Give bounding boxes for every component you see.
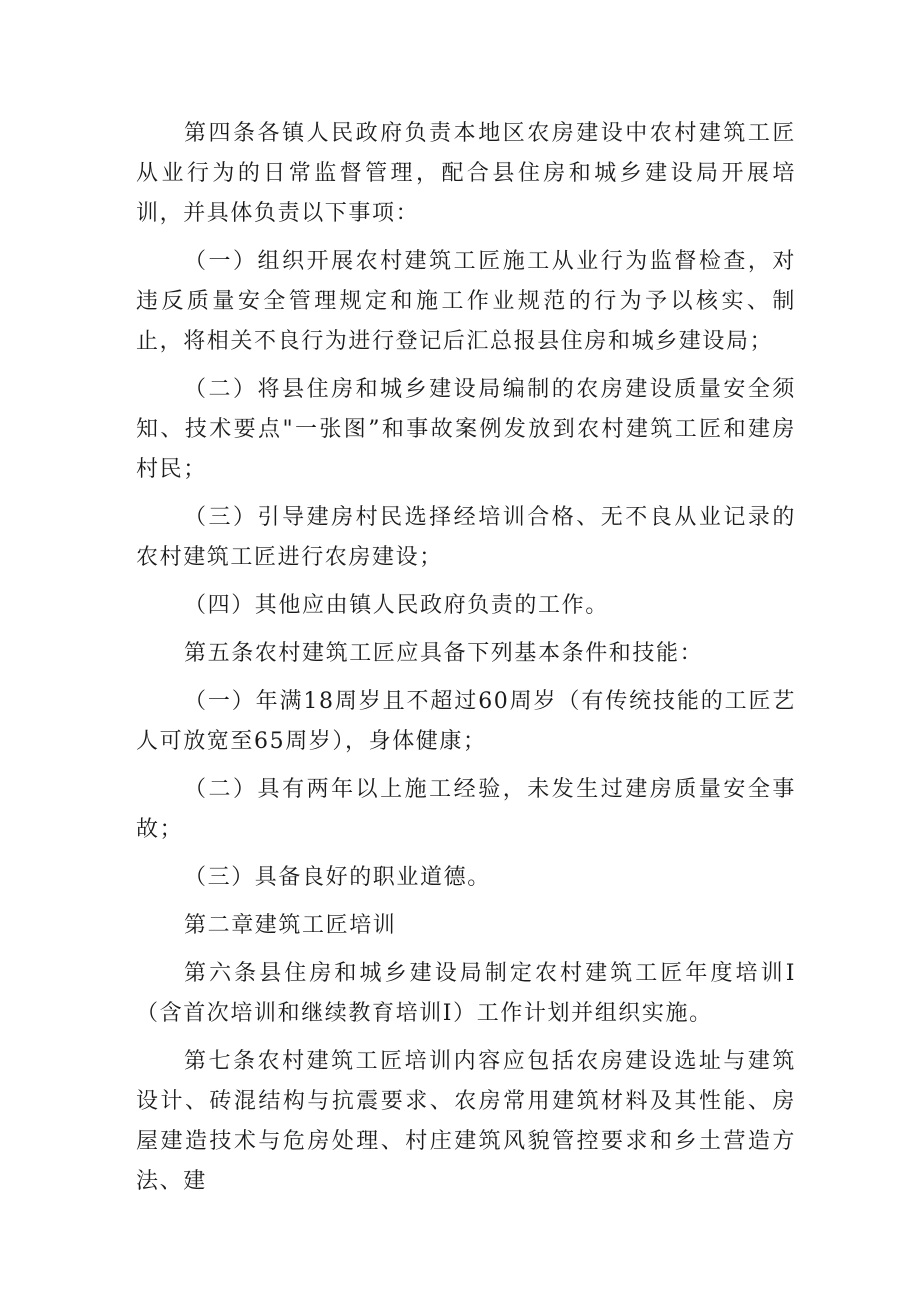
paragraph-article-5: 第五条农村建筑工匠应具备下列基本条件和技能： [184, 641, 704, 666]
paragraph-article-4: 第四条各镇人民政府负责本地区农房建设中农村建筑工匠从业行为的日常监督管理，配合县住房和城乡建设局开展培训，并具体负责以下事项： [136, 121, 796, 226]
paragraph-article-6: 第六条县住房和城乡建设局制定农村建筑工匠年度培训I（含首次培训和继续教育培训I）工作计划并组织实施。 [136, 961, 796, 1026]
paragraph-article-5-item-1: （一）年满18周岁且不超过60周岁（有传统技能的工匠艺人可放宽至65周岁），身体健康； [136, 689, 796, 754]
paragraph-article-4-item-2: （二）将县住房和城乡建设局编制的农房建设质量安全须知、技术要点"一张图”和事故案例发放到农村建筑工匠和建房村民； [136, 377, 796, 482]
document-body [136, 114, 796, 1210]
paragraph-article-5-item-3: （三）具备良好的职业道德。 [184, 865, 491, 890]
paragraph-article-7: 第七条农村建筑工匠培训内容应包括农房建设选址与建筑设计、砖混结构与抗震要求、农房常用建筑材料及其性能、房屋建造技术与危房处理、村庄建筑风貌管控要求和乡土营造方法、建 [136, 1049, 796, 1194]
chapter-heading: 第二章建筑工匠培训 [184, 913, 397, 938]
paragraph-article-4-item-4: （四）其他应由镇人民政府负责的工作。 [184, 593, 609, 618]
paragraph-article-4-item-1: （一）组织开展农村建筑工匠施工从业行为监督检查，对违反质量安全管理规定和施工作业规范的行为予以核实、制止，将相关不良行为进行登记后汇总报县住房和城乡建设局； [136, 249, 796, 354]
paragraph-article-4-item-3: （三）引导建房村民选择经培训合格、无不良从业记录的农村建筑工匠进行农房建设； [136, 505, 796, 570]
paragraph-article-5-item-2: （二）具有两年以上施工经验，未发生过建房质量安全事故； [136, 777, 796, 842]
